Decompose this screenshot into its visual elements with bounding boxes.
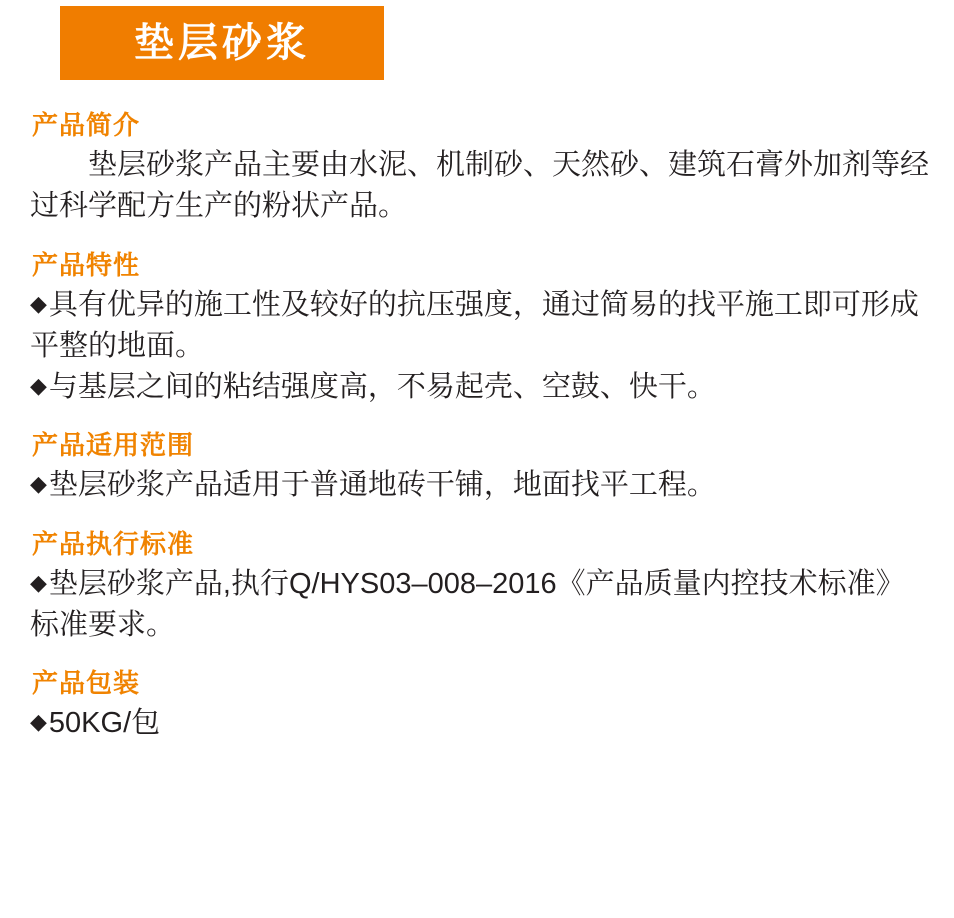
list-item-text: 具有优异的施工性及较好的抗压强度，通过简易的找平施工即可形成平整的地面。 xyxy=(30,288,919,362)
section-product-intro xyxy=(22,110,932,228)
diamond-bullet-icon: ◆ xyxy=(30,471,47,497)
diamond-bullet-icon: ◆ xyxy=(30,709,47,735)
section-execution-standard xyxy=(22,529,932,647)
section-heading-execution-standard: 产品执行标准 xyxy=(32,528,195,559)
section-paragraph-product-intro: 垫层砂浆产品主要由水泥、机制砂、天然砂、建筑石膏外加剂等经过科学配方生产的粉状产品。 xyxy=(30,149,930,223)
list-item-text: 与基层之间的粘结强度高，不易起壳、空鼓、快干。 xyxy=(48,371,716,404)
section-heading-product-features: 产品特性 xyxy=(32,249,141,280)
product-title-banner xyxy=(60,6,384,80)
page-title: 垫层砂浆 xyxy=(134,21,310,65)
diamond-bullet-icon: ◆ xyxy=(30,290,47,316)
section-heading-packaging: 产品包装 xyxy=(32,668,141,699)
list-item-text: 50KG/包 xyxy=(48,707,161,740)
product-datasheet-page xyxy=(0,6,954,918)
list-item xyxy=(30,367,930,408)
diamond-bullet-icon: ◆ xyxy=(30,569,47,595)
list-item xyxy=(30,465,930,506)
list-item-text: 垫层砂浆产品,执行Q/HYS03–008–2016《产品质量内控技术标准》标准要求。 xyxy=(30,567,905,641)
list-item-text: 垫层砂浆产品适用于普通地砖干铺，地面找平工程。 xyxy=(48,469,716,502)
list-item xyxy=(30,285,930,367)
section-heading-application-scope: 产品适用范围 xyxy=(32,430,195,461)
list-item xyxy=(30,703,930,744)
section-packaging xyxy=(22,668,932,744)
section-heading-product-intro: 产品简介 xyxy=(32,110,141,140)
diamond-bullet-icon: ◆ xyxy=(30,373,47,399)
section-application-scope xyxy=(22,430,932,506)
section-product-features xyxy=(22,250,932,409)
list-item xyxy=(30,564,930,646)
